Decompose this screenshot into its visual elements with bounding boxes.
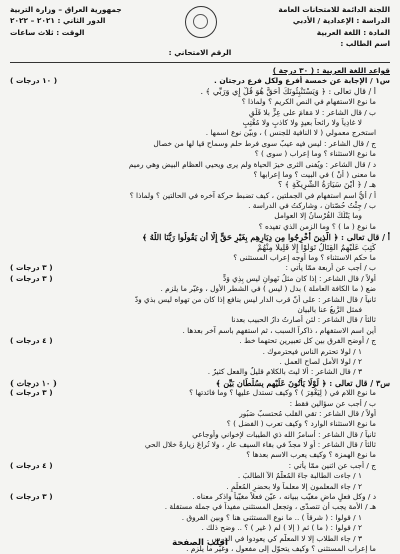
exam-header <box>8 4 392 60</box>
question-text: ما نوع ( ما ) ؟ وما الزمن الذي تفيده ؟ <box>258 221 376 231</box>
question-line <box>10 378 390 388</box>
marks-label: ( ٣ درجات ) <box>10 492 53 502</box>
exam-number-label: الرقم الامتحاني : <box>168 48 232 57</box>
question-text: ما نوع اللام في ( لِيَغْفِرَ ) ؟ وكيف تستدل عليها ؟ وما فائدتها ؟ <box>189 388 376 398</box>
question-text: ب / قال الشاعر : لا مَقامَ على عِزٍّ بلا قَلَقِ <box>248 107 376 117</box>
study-branch: الدراسة : الإعدادية / الأدبي <box>292 16 390 26</box>
question-text: ثانياً / قال الشاعر : على أنّ قرب الدار ليس بنافع إذا كان من تهواه ليس بذي ودّ <box>134 294 376 304</box>
ministry-seal-icon <box>185 6 217 38</box>
marks-label: ( ٣ درجات ) <box>10 273 53 283</box>
question-line <box>10 367 390 377</box>
question-text: أين اسم الاستفهام ، ذاكراً السبب ، ثم استفهم باسم آخر بعدها . <box>182 325 376 335</box>
turn-page-note: اقلب الصفحة <box>172 537 228 548</box>
question-text: أ / قال تعالى : ﴿ وَيَسْتَنْبِئُونَكَ أَحَقٌّ هُوَ قُلْ إِي وَرَبِّي ﴾ . <box>200 86 376 96</box>
exam-round: الدور الثاني : ٢٠٢١ – ٢٠٢٢ <box>10 16 106 26</box>
exam-duration: الوقت : ثلاث ساعات <box>10 27 85 37</box>
question-line <box>10 419 390 429</box>
question-text: ١ / جاءت الطالبة جاءَ المُعلّمُ الآ الطالبَ . <box>237 471 362 481</box>
question-text: ضع ( ما الكافة العاملة ) بدل ( ليس ) في الشطر الأول ، وغيّر ما يلزم . <box>160 284 376 294</box>
question-text: أ / قال تعالى : ﴿ الَّذِينَ أُخْرِجُوا مِن دِيَارِهِم بِغَيْرِ حَقٍّ إِلَّا أَن يَقُولُوا رَبُّنَا اللَّهُ ﴾ <box>142 232 390 243</box>
question-text: س١ / الإجابة عن خمسة أفرع ولكل فرع درجتان . <box>213 76 390 86</box>
question-line <box>10 253 390 263</box>
question-line <box>10 232 390 242</box>
question-line <box>10 482 390 492</box>
question-text: ما نوع الهمزة ؟ وكيف يعرب الاسم بعدها ؟ <box>246 450 376 460</box>
question-line <box>10 180 390 190</box>
question-text: ثالثاً / قال الشاعر : لئن أصارتُ دارُ الحبيب بعدنا <box>231 315 376 325</box>
marks-label: ( ٤ درجات ) <box>10 460 53 470</box>
question-line <box>10 305 390 315</box>
question-line <box>10 118 390 128</box>
question-text: هـ / الأمة يجب أن تتصدّى ، وتجعل المستثنى مفيداً في جملة مستقلة . <box>164 502 376 512</box>
question-text: أولاً / قال الشاعر : تقي القلب مُحتسبٌ صَبُور <box>239 408 376 418</box>
question-line <box>10 139 390 149</box>
question-line <box>10 128 390 138</box>
question-text: ما نوع الاستفهام في النص الكريم ؟ ولماذا ؟ <box>241 97 376 107</box>
republic-ministry: جمهورية العراق – وزارة التربية <box>10 5 122 14</box>
question-line <box>10 211 390 221</box>
question-text: ٢ / لولا الأمل لصاح العمل . <box>279 356 362 366</box>
question-line <box>10 295 390 305</box>
question-text: هـ / ﴿ أَيْنَ سَيَارَةُ الشَّرِيكَةِ ﴾ ؟ <box>278 180 376 190</box>
question-text: ما إعراب المستثنى ؟ وكيف يتحوّل إلى مفعول ، وغيّر ما يلزم . <box>186 543 376 553</box>
subject-name: المادة : اللغة العربية <box>316 27 390 37</box>
question-line <box>10 357 390 367</box>
question-text: ما نوع الاستثناء ؟ وما إعراب ( سوى ) ؟ <box>254 149 376 159</box>
question-text: ٢ / قولوا : ( ما ) ثم ( إلا ) لم ( غير ) ؟ .. وضح ذلك . <box>201 523 362 533</box>
question-text: أولاً / قال الشاعر : إذا كان مثلُ نَهوانِ ليس بِذِي وَدٍّ <box>222 273 376 283</box>
marks-label: ( ٣ درجات ) <box>10 388 53 398</box>
question-line <box>10 492 390 502</box>
question-text: وما يَتْلُكَ القُرْسانُ إلا العوامل <box>274 211 362 221</box>
question-text: لا غادِياً ولا رائحاً بعيدٍ ولا كاذبٍ ولا مُغْتِبٍ <box>242 117 362 127</box>
question-text: ج / أوضح الفرق بين كل تعبيرين تحتهما خط . <box>239 336 376 346</box>
question-line <box>10 160 390 170</box>
question-text: ج / قال الشاعر : ليس فيه عيبٌ سوى فرط حلم وسماح قيا لها من خصال <box>153 138 376 148</box>
header-left-block <box>10 4 122 38</box>
question-text: ١ / قولوا : ( شرقاً ) .. ما نوع المستثنى هنا ؟ وبين الفروق . <box>181 512 362 522</box>
question-text: ٣ / جاء الطلاب إلا لا المعلّم كي يعودوا في الدرس . <box>206 533 362 543</box>
question-text: ب / أجب عن أربعة ممّا يأتي : <box>285 263 376 273</box>
question-text: أ / أيُّ اسم استفهام في الجملتين ، كيف تضبط حركة آخره في الحالتين ؟ ولماذا ؟ <box>129 190 376 200</box>
question-text: ٣ / قال الشاعر : ألا ليتَ بالكلام قليلٌ والفعل كثيرٌ . <box>207 367 362 377</box>
question-text: ما معنى ( أنْ ) في البيت ؟ وما إعرابها ؟ <box>253 169 376 179</box>
question-text: ج / أجب عن اثنين ممّا يأتي : <box>288 460 376 470</box>
question-line <box>10 66 390 76</box>
question-text: د / قال الشاعر : ويُفنى الثرى خيرَ الحياة ولم يرى ويحيي العظام البيض وهي رميم <box>128 159 376 169</box>
question-text: ١ / لولا تحترم الناس فيحترموك . <box>262 346 362 356</box>
marks-label: ( ٤ درجات ) <box>10 336 53 346</box>
question-line <box>10 347 390 357</box>
question-text: ب / جِئْتُ حُصّتان ، وشاركتُ في الدراسة . <box>248 201 376 211</box>
question-line <box>10 471 390 481</box>
question-line <box>10 326 390 336</box>
question-line <box>10 97 390 107</box>
question-line <box>10 243 390 253</box>
question-line <box>10 191 390 201</box>
question-line <box>10 108 390 118</box>
question-line <box>10 399 390 409</box>
question-line <box>10 149 390 159</box>
marks-label: ( ١٠ درجات ) <box>10 76 58 86</box>
question-line <box>10 201 390 211</box>
marks-label: ( ١٠ درجات ) <box>10 377 57 388</box>
question-line <box>10 263 390 273</box>
questions-body <box>10 66 390 554</box>
question-line <box>10 76 390 86</box>
question-line <box>10 388 390 398</box>
question-text: فمثل الرَّبعُ عنا بالبيان <box>297 304 362 314</box>
question-line <box>10 513 390 523</box>
question-text: ما حكم الاستثناء ؟ وما أوجه إعراب المستثنى ؟ <box>233 253 376 263</box>
question-line <box>10 461 390 471</box>
question-text: ب / أجب عن سؤالين فقط : <box>289 398 376 408</box>
header-right-block <box>278 4 390 50</box>
question-text: ثالثاً / قال الشاعر : أو لا مجدٌ في بقاء السيف عارٍ ، ولا تُراعَ زيارةً خلال الحي <box>144 440 376 450</box>
question-line <box>10 440 390 450</box>
header-divider <box>10 62 390 63</box>
question-line <box>10 222 390 232</box>
question-text: د / وكل فعلٍ ماضٍ مغيّب ببيانه ، عيّن فعلاً مغيّباً واذكر معناه . <box>192 492 376 502</box>
question-line <box>10 87 390 97</box>
question-line <box>10 523 390 533</box>
question-line <box>10 502 390 512</box>
question-line <box>10 430 390 440</box>
question-line <box>10 315 390 325</box>
question-text: استخرج معمولي ( لا النافية للجنس ) ، وبيّن نوع اسمها . <box>205 128 376 138</box>
question-text: كُتِبَ عَلَيْهِمُ الْقِتَالُ تَوَلَّوْا إِلَّا قَلِيلًا مِنْهُمْ <box>257 242 376 252</box>
question-line <box>10 274 390 284</box>
question-line <box>10 450 390 460</box>
question-line <box>10 336 390 346</box>
question-line <box>10 170 390 180</box>
question-line <box>10 284 390 294</box>
question-text: ثانياً / قال الشاعر : أسامرُ الله ذي الطيبات لإخواني وأوجاعي <box>192 429 376 439</box>
question-text: ٢ / جاء المعلمون إلا معلماً ولا بحضرِ المُعلِّمِ . <box>226 481 362 491</box>
marks-label: ( ٣ درجات ) <box>10 263 53 273</box>
student-name-label: اسم الطالب : <box>340 39 390 49</box>
committee-name: اللجنة الدائمة للامتحانات العامة <box>278 5 390 14</box>
question-text: ما نوع الاستثناء الوارد ؟ وكيف تعرب ( الفضل ) ؟ <box>226 419 376 429</box>
question-line <box>10 409 390 419</box>
question-text: س٣ / قال تعالى : ﴿ لَوْلَا يَأْتُونَ عَلَيْهِم بِسُلْطَانٍ بَيِّنٍ ﴾ <box>215 377 390 388</box>
question-text: قواعد اللغة العربية : ( ٣٠ درجة ) <box>272 66 390 75</box>
